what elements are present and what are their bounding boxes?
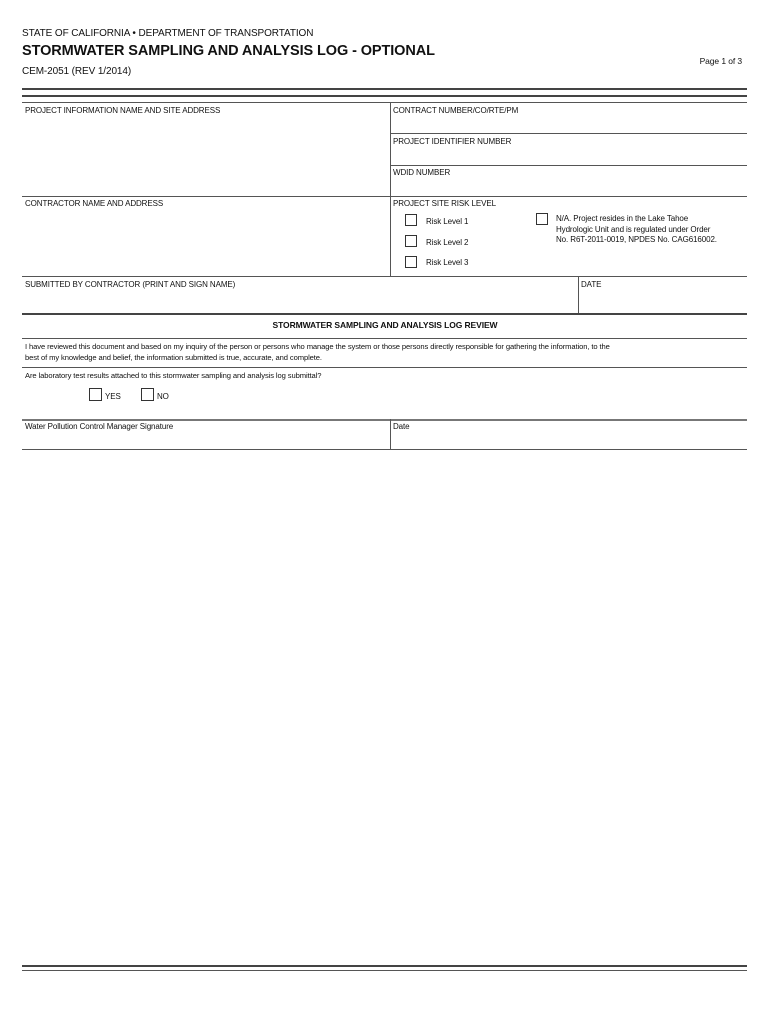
footer-divider bbox=[22, 970, 747, 971]
divider bbox=[22, 313, 747, 315]
divider bbox=[22, 88, 747, 90]
divider bbox=[22, 196, 747, 197]
project-identifier-field[interactable]: PROJECT IDENTIFIER NUMBER bbox=[393, 137, 512, 146]
submitted-by-field[interactable]: SUBMITTED BY CONTRACTOR (PRINT AND SIGN NAME) bbox=[25, 280, 236, 289]
na-label-line: Hydrologic Unit and is regulated under Order bbox=[556, 224, 711, 234]
yes-label: YES bbox=[105, 392, 121, 401]
risk-level-2-label: Risk Level 2 bbox=[426, 238, 469, 247]
no-label: NO bbox=[157, 392, 169, 401]
divider bbox=[578, 276, 579, 313]
divider bbox=[22, 102, 747, 103]
certification-statement-line: I have reviewed this document and based on my inquiry of the person or persons who manage the system or those persons directly responsible for gathering the information, to the bbox=[25, 342, 610, 351]
contractor-field[interactable]: CONTRACTOR NAME AND ADDRESS bbox=[25, 199, 164, 208]
na-checkbox[interactable] bbox=[536, 213, 548, 225]
form-title: STORMWATER SAMPLING AND ANALYSIS LOG - OPTIONAL bbox=[22, 43, 435, 59]
risk-level-3-label: Risk Level 3 bbox=[426, 258, 469, 267]
divider bbox=[390, 102, 391, 276]
na-label bbox=[556, 214, 717, 246]
no-checkbox[interactable] bbox=[141, 388, 154, 401]
certification-statement-line: best of my knowledge and belief, the information submitted is true, accurate, and complete. bbox=[25, 353, 322, 362]
divider bbox=[390, 133, 747, 134]
divider bbox=[390, 165, 747, 166]
divider bbox=[22, 276, 747, 277]
signature-field[interactable]: Water Pollution Control Manager Signature bbox=[25, 422, 174, 431]
risk-level-1-checkbox[interactable] bbox=[405, 214, 417, 226]
form-number: CEM-2051 (REV 1/2014) bbox=[22, 66, 132, 77]
risk-level-2-checkbox[interactable] bbox=[405, 235, 417, 247]
divider bbox=[22, 449, 747, 450]
divider bbox=[22, 95, 747, 97]
divider bbox=[390, 419, 391, 450]
wdid-field[interactable]: WDID NUMBER bbox=[393, 168, 451, 177]
divider bbox=[22, 419, 747, 421]
contract-number-field[interactable]: CONTRACT NUMBER/CO/RTE/PM bbox=[393, 106, 519, 115]
page-number: Page 1 of 3 bbox=[699, 56, 742, 66]
footer-divider bbox=[22, 965, 747, 967]
lab-results-question: Are laboratory test results attached to this stormwater sampling and analysis log submittal? bbox=[25, 371, 322, 380]
risk-level-3-checkbox[interactable] bbox=[405, 256, 417, 268]
divider bbox=[22, 367, 747, 368]
na-label-line: No. R6T-2011-0019, NPDES No. CAG616002. bbox=[556, 235, 717, 244]
risk-level-1-label: Risk Level 1 bbox=[426, 217, 469, 226]
agency-label: STATE OF CALIFORNIA • DEPARTMENT OF TRANSPORTATION bbox=[22, 28, 314, 39]
review-date-field[interactable]: Date bbox=[393, 422, 410, 431]
project-info-field[interactable]: PROJECT INFORMATION NAME AND SITE ADDRESS bbox=[25, 106, 221, 115]
date-field[interactable]: DATE bbox=[581, 280, 602, 289]
risk-level-label: PROJECT SITE RISK LEVEL bbox=[393, 199, 496, 208]
na-label-line: N/A. Project resides in the Lake Tahoe bbox=[556, 214, 689, 223]
divider bbox=[22, 338, 747, 339]
yes-checkbox[interactable] bbox=[89, 388, 102, 401]
review-heading: STORMWATER SAMPLING AND ANALYSIS LOG REVIEW bbox=[272, 320, 498, 330]
